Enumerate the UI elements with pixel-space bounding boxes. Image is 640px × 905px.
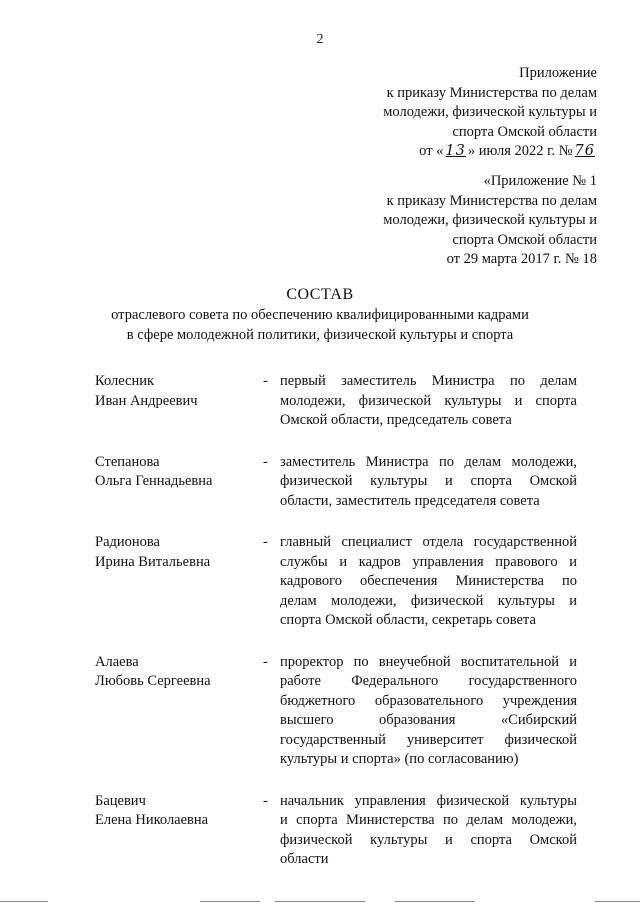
member-dash: -	[263, 453, 268, 470]
date-middle: » июля 2022 г. №	[467, 143, 573, 159]
member-row	[95, 372, 575, 431]
member-name	[95, 372, 263, 431]
role-line: государственный университет физической	[280, 731, 577, 748]
handwritten-day: 13	[445, 143, 466, 159]
member-dash: -	[263, 792, 268, 809]
role-line: области	[280, 851, 329, 867]
role-line: работе Федерального государственного	[280, 673, 577, 689]
member-given-name: Ирина Витальевна	[95, 553, 211, 570]
member-role	[280, 453, 577, 512]
subtitle-line: отраслевого совета по обеспечению квалифицированными кадрами	[111, 307, 529, 323]
member-row	[95, 533, 575, 631]
role-line: начальник управления физической культуры	[280, 792, 577, 809]
role-line: главный специалист отдела государственной	[280, 534, 577, 550]
member-surname: Бацевич	[95, 792, 146, 809]
appendix-previous-line: от 29 марта 2017 г. № 18	[446, 251, 597, 267]
role-line: первый заместитель Министра по делам	[280, 373, 577, 389]
document-title: СОСТАВ	[286, 286, 354, 303]
document-subtitle	[0, 306, 640, 345]
members-list	[95, 372, 575, 892]
role-line: и спорта Министерства по делам молодежи,	[280, 812, 577, 828]
role-line: культуры и спорта» (по согласованию)	[280, 751, 519, 767]
member-row	[95, 792, 575, 870]
member-given-name: Елена Николаевна	[95, 812, 209, 828]
subtitle-line: в сфере молодежной политики, физической культуры и спорта	[126, 326, 514, 343]
scan-mark	[595, 901, 640, 902]
scan-edge-marks	[0, 898, 640, 905]
member-given-name: Ольга Геннадьевна	[95, 473, 213, 489]
role-line: высшего образования «Сибирский	[280, 712, 577, 728]
role-line: спорта Омской области, секретарь совета	[280, 612, 536, 628]
member-row	[95, 453, 575, 512]
appendix-current-date	[383, 142, 597, 162]
member-surname: Алаева	[95, 653, 139, 670]
scan-mark	[200, 901, 260, 902]
member-name	[95, 792, 263, 870]
role-line: области, заместитель председателя совета	[280, 492, 540, 509]
role-line: проректор по внеучебной воспитательной и	[280, 653, 577, 670]
appendix-current-line: молодежи, физической культуры и	[383, 104, 597, 120]
appendix-previous-block	[383, 172, 597, 270]
handwritten-order-number: 76	[574, 143, 595, 159]
member-name	[95, 533, 263, 631]
member-given-name: Иван Андреевич	[95, 392, 198, 409]
member-given-name: Любовь Сергеевна	[95, 673, 211, 689]
member-role	[280, 792, 577, 870]
role-line: молодежи, физической культуры и спорта	[280, 392, 577, 409]
role-line: Омской области, председатель совета	[280, 412, 512, 428]
scan-mark	[395, 901, 475, 902]
page-number: 2	[316, 32, 324, 47]
member-surname: Колесник	[95, 373, 155, 389]
member-dash: -	[263, 653, 268, 670]
role-line: бюджетного образовательного учреждения	[280, 692, 577, 709]
appendix-previous-line: спорта Омской области	[452, 231, 597, 248]
member-row	[95, 653, 575, 770]
role-line: кадрового обеспечения Министерства по	[280, 573, 577, 589]
role-line: физической культуры и спорта Омской	[280, 473, 577, 489]
member-surname: Степанова	[95, 453, 160, 470]
appendix-current-line: спорта Омской области	[452, 123, 597, 140]
member-role	[280, 533, 577, 631]
member-role	[280, 372, 577, 431]
appendix-previous-line: к приказу Министерства по делам	[386, 192, 597, 209]
date-prefix: от «	[419, 143, 444, 159]
appendix-current-line: к приказу Министерства по делам	[386, 84, 597, 101]
member-dash: -	[263, 534, 268, 550]
appendix-previous-line: молодежи, физической культуры и	[383, 212, 597, 228]
member-name	[95, 653, 263, 770]
member-role	[280, 653, 577, 770]
scan-mark	[0, 901, 48, 902]
member-surname: Радионова	[95, 534, 160, 550]
appendix-previous-line: «Приложение № 1	[483, 173, 597, 189]
appendix-current-block	[383, 64, 597, 162]
role-line: делам молодежи, физической культуры и	[280, 592, 577, 609]
appendix-current-line: Приложение	[519, 65, 597, 81]
member-dash: -	[263, 373, 268, 389]
role-line: заместитель Министра по делам молодежи,	[280, 453, 577, 470]
role-line: службы и кадров управления правового и	[280, 553, 577, 570]
role-line: физической культуры и спорта Омской	[280, 831, 577, 848]
scan-mark	[275, 901, 365, 902]
member-name	[95, 453, 263, 512]
